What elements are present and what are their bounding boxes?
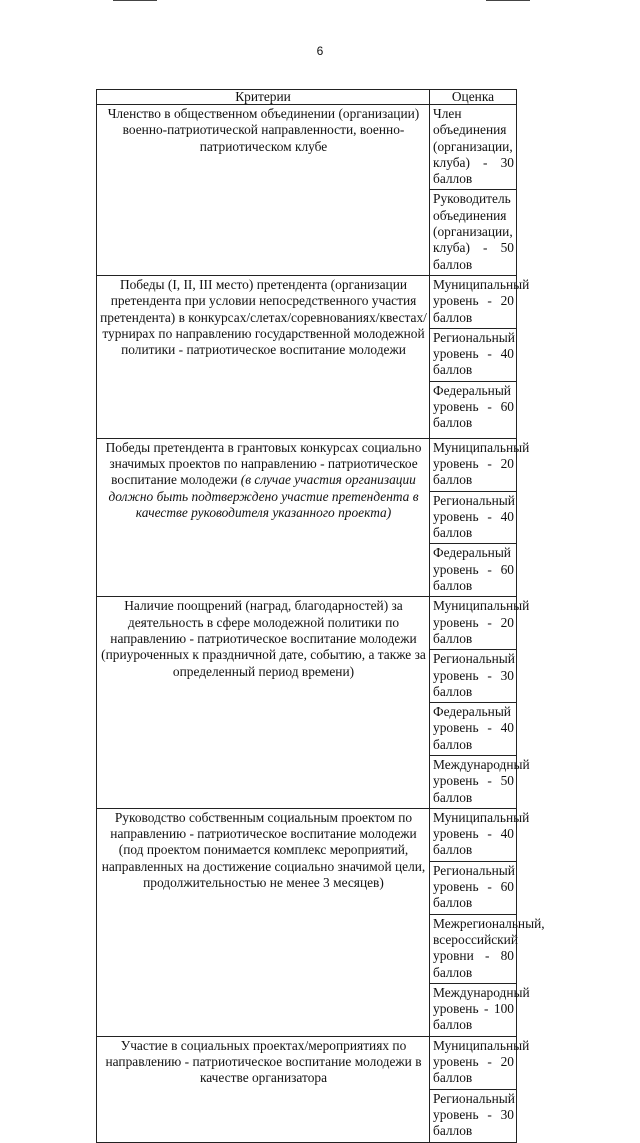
score-cell: Региональный уровень - 30 баллов [430, 650, 517, 703]
scan-mark-right [486, 0, 530, 1]
scan-mark-left [113, 0, 157, 1]
score-cell: Региональный уровень - 60 баллов [430, 861, 517, 914]
table-row [97, 597, 517, 650]
score-cell: Муниципальный уровень - 20 баллов [430, 597, 517, 650]
score-cell: Руководитель объединения (организации, клуба) - 50 баллов [430, 190, 517, 275]
score-cell: Федеральный уровень - 60 баллов [430, 381, 517, 438]
table-row [97, 105, 517, 190]
criterion-cell [97, 438, 430, 597]
score-cell: Муниципальный уровень - 40 баллов [430, 808, 517, 861]
table-row [97, 1036, 517, 1089]
score-cell: Муниципальный уровень - 20 баллов [430, 1036, 517, 1089]
score-cell: Межрегиональный, всероссийский уровни - 80 баллов [430, 914, 517, 983]
table-row [97, 275, 517, 328]
criterion-cell: Участие в социальных проектах/мероприятиях по направлению - патриотическое воспитание молодежи в качестве организатора [97, 1036, 430, 1142]
table-row [97, 808, 517, 861]
criterion-text: Победы претендента в грантовых конкурсах социально значимых проектов по направлению - патриотическое воспитание молодежи [105, 439, 422, 488]
score-cell: Муниципальный уровень - 20 баллов [430, 438, 517, 491]
criterion-cell: Наличие поощрений (наград, благодарностей) за деятельность в сфере молодежной политики по направлению - патриотическое воспитание молодежи (приуроченных к праздничной дате, событию, а также за определенный период времени) [97, 597, 430, 809]
criteria-table [96, 89, 545, 1143]
score-cell: Федеральный уровень - 60 баллов [430, 544, 517, 597]
score-cell: Международный уровень - 50 баллов [430, 755, 517, 808]
criterion-cell: Членство в общественном объединении (организации) военно-патриотической направленности, военно-патриотическом клубе [97, 105, 430, 276]
table-row [97, 438, 517, 491]
score-cell: Федеральный уровень - 40 баллов [430, 703, 517, 756]
criterion-cell: Победы (I, II, III место) претендента (организации претендента при условии непосредственного участия претендента) в конкурсах/слетах/соревнованиях/квестах/турнирах по направлению государственной молодежной политики - патриотическое воспитание молодежи [97, 275, 430, 438]
score-cell: Региональный уровень - 30 баллов [430, 1089, 517, 1142]
score-cell: Член объединения (организации, клуба) - 30 баллов [430, 105, 517, 190]
criterion-note: (в случае участия организации должно быть подтверждено участие претендента в качестве руководителя указанного проекта) [108, 472, 419, 520]
score-cell: Региональный уровень - 40 баллов [430, 328, 517, 381]
header-score: Оценка [430, 90, 517, 105]
score-cell: Международный уровень - 100 баллов [430, 983, 517, 1036]
score-cell: Муниципальный уровень - 20 баллов [430, 275, 517, 328]
criterion-cell: Руководство собственным социальным проектом по направлению - патриотическое воспитание молодежи (под проектом понимается комплекс мероприятий, направленных на достижение социально значимой цели, продолжительностью не менее 3 месяцев) [97, 808, 430, 1036]
page-number: 6 [316, 44, 324, 58]
score-cell: Региональный уровень - 40 баллов [430, 491, 517, 544]
header-criteria: Критерии [97, 90, 430, 105]
table-header-row [97, 90, 517, 105]
